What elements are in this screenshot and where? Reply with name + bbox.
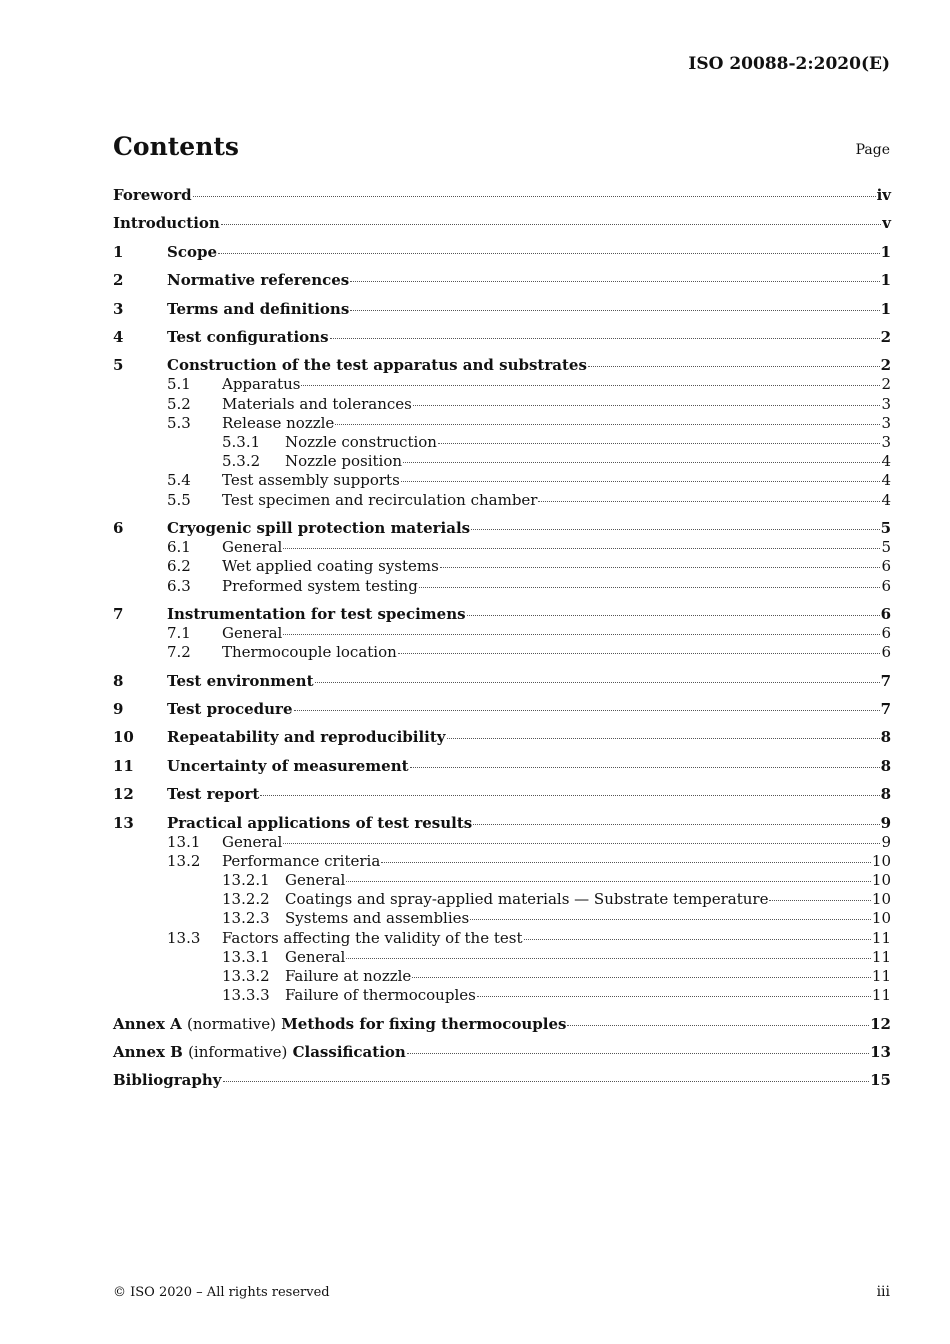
toc-entry-page: 9 <box>880 813 891 832</box>
toc-entry-page: 2 <box>880 356 891 375</box>
toc-entry[interactable] <box>113 491 891 510</box>
toc-entry[interactable] <box>113 375 891 394</box>
toc-entry[interactable] <box>113 948 891 967</box>
page-column-label: Page <box>855 142 890 158</box>
toc-entry-number: 5 <box>113 356 124 375</box>
toc-entry-page: 7 <box>880 671 891 690</box>
toc-entry-page: 6 <box>881 557 891 576</box>
toc-entry-page: 6 <box>881 643 891 662</box>
toc-entry-title: Introduction <box>113 214 220 233</box>
toc-entry-title: Repeatability and reproducibility <box>167 728 446 747</box>
toc-entry[interactable] <box>113 414 891 433</box>
toc-entry[interactable] <box>113 243 891 262</box>
toc-entry-number: 13.2.3 <box>222 909 270 928</box>
toc-entry-title: Scope <box>167 242 218 261</box>
toc-entry-number: 8 <box>113 671 124 690</box>
toc-entry-page: 10 <box>871 890 891 909</box>
dot-leader <box>413 404 881 406</box>
toc-entry-title: General <box>222 624 283 643</box>
toc-entry-number: 12 <box>113 785 134 804</box>
toc-entry-number: 7.1 <box>167 624 191 643</box>
toc-entry[interactable] <box>113 967 891 986</box>
toc-entry-title: Terms and definitions <box>167 299 350 318</box>
toc-entry-page: 11 <box>871 947 891 966</box>
toc-entry-page: 10 <box>871 851 891 870</box>
document-id: ISO 20088-2:2020(E) <box>688 54 890 74</box>
toc-entry[interactable] <box>113 1071 891 1090</box>
toc-entry-title: Coatings and spray-applied materials — Substrate temperature <box>285 890 769 909</box>
dot-leader <box>407 1052 869 1054</box>
toc-entry-number: 7.2 <box>167 643 191 662</box>
dot-leader <box>588 365 880 367</box>
toc-entry-number: 6 <box>113 518 124 537</box>
toc-entry-page: 6 <box>880 604 891 623</box>
annex-title: Methods for fixing thermocouples <box>281 1014 567 1033</box>
toc-entry-number: 13.3.2 <box>222 967 270 985</box>
page-title: Contents <box>113 132 240 161</box>
toc-entry-page: 4 <box>881 490 891 509</box>
toc-entry-title: General <box>285 947 346 966</box>
dot-leader <box>294 709 880 711</box>
toc-entry-page: v <box>882 214 891 233</box>
toc-entry-number: 13.2.1 <box>222 871 270 890</box>
toc-entry-page: 4 <box>881 471 891 490</box>
dot-leader <box>283 633 880 635</box>
toc-entry-number: 7 <box>113 604 124 623</box>
toc-entry[interactable] <box>113 833 891 852</box>
dot-leader <box>381 861 871 863</box>
toc-entry-number: 13.3.3 <box>222 986 270 1005</box>
toc-entry-title: Release nozzle <box>222 413 335 432</box>
dot-leader <box>440 566 881 568</box>
dot-leader <box>567 1024 869 1026</box>
toc-entry[interactable] <box>113 395 891 414</box>
toc-entry-title: Test specimen and recirculation chamber <box>222 490 538 509</box>
toc-entry[interactable] <box>113 909 891 928</box>
toc-entry-page: 11 <box>871 928 891 947</box>
toc-entry-title <box>113 1015 566 1033</box>
annex-label: Annex A <box>113 1014 182 1033</box>
toc-entry[interactable] <box>113 356 891 375</box>
dot-leader <box>438 442 880 444</box>
toc-entry[interactable] <box>113 814 891 833</box>
toc-entry-number: 6.2 <box>167 557 191 576</box>
toc-entry-page: 6 <box>881 576 891 595</box>
toc-entry-page: 8 <box>880 728 891 747</box>
toc-entry-title <box>113 1043 406 1061</box>
toc-entry[interactable] <box>113 214 891 233</box>
toc-entry-title: Bibliography <box>113 1071 222 1090</box>
toc-entry-number: 13.2 <box>167 851 201 870</box>
toc-entry-page: 3 <box>881 394 891 413</box>
toc-entry-title: Test procedure <box>167 700 293 718</box>
dot-leader <box>218 252 880 254</box>
dot-leader <box>223 1080 870 1082</box>
toc-entry-title: Nozzle construction <box>285 433 437 451</box>
toc-entry-page: 12 <box>870 1014 891 1033</box>
toc-entry-title: Wet applied coating systems <box>222 557 439 576</box>
annex-label: Annex B <box>113 1042 183 1061</box>
annex-type: (normative) <box>187 1014 276 1033</box>
dot-leader <box>412 976 871 978</box>
toc-entry-number: 13.2.2 <box>222 890 270 909</box>
toc-entry-title: Factors affecting the validity of the test <box>222 928 523 947</box>
toc-entry-title: Systems and assemblies <box>285 909 470 928</box>
toc-entry-number: 6.3 <box>167 576 191 595</box>
toc-entry-number: 2 <box>113 271 124 290</box>
toc-entry-title: Failure at nozzle <box>285 967 412 985</box>
dot-leader <box>477 995 871 997</box>
toc-entry-number: 13.3 <box>167 928 201 947</box>
toc-entry-page: 11 <box>871 986 891 1005</box>
dot-leader <box>467 614 880 616</box>
toc-entry[interactable] <box>113 700 891 719</box>
toc-entry-page: 8 <box>880 785 891 804</box>
toc-entry-number: 13.3.1 <box>222 947 270 966</box>
toc-entry[interactable] <box>113 605 891 624</box>
annex-title: Classification <box>292 1042 406 1061</box>
toc-entry[interactable] <box>113 986 891 1005</box>
dot-leader <box>410 766 880 768</box>
toc-entry-page: 8 <box>880 756 891 775</box>
dot-leader <box>403 461 880 463</box>
dot-leader <box>335 423 880 425</box>
toc-entry[interactable] <box>113 452 891 471</box>
toc-entry[interactable] <box>113 672 891 691</box>
page-number: iii <box>876 1284 890 1300</box>
dot-leader <box>283 547 880 549</box>
toc-entry-page: iv <box>876 186 891 204</box>
table-of-contents <box>113 186 891 1091</box>
toc-entry-title: Cryogenic spill protection materials <box>167 518 471 537</box>
toc-entry-title: Test assembly supports <box>222 471 400 490</box>
toc-entry-title: Foreword <box>113 186 192 204</box>
toc-entry[interactable] <box>113 328 891 347</box>
toc-entry-title: Thermocouple location <box>222 643 397 662</box>
toc-entry-page: 2 <box>881 375 891 394</box>
dot-leader <box>301 384 880 386</box>
toc-entry-page: 10 <box>871 871 891 890</box>
toc-entry-number: 5.3 <box>167 413 191 432</box>
toc-entry[interactable] <box>113 519 891 538</box>
toc-entry-number: 5.4 <box>167 471 191 490</box>
toc-entry-title: Uncertainty of measurement <box>167 756 409 775</box>
toc-entry[interactable] <box>113 300 891 319</box>
toc-entry-title: Instrumentation for test specimens <box>167 604 466 623</box>
toc-entry-page: 5 <box>880 518 891 537</box>
dot-leader <box>769 899 870 901</box>
toc-entry-number: 5.3.1 <box>222 433 261 451</box>
toc-entry[interactable] <box>113 433 891 452</box>
toc-entry-number: 13 <box>113 813 134 832</box>
toc-entry[interactable] <box>113 1015 891 1034</box>
toc-entry-number: 5.2 <box>167 394 191 413</box>
toc-entry-page: 1 <box>880 242 891 261</box>
dot-leader <box>315 681 880 683</box>
dot-leader <box>471 528 879 530</box>
toc-entry[interactable] <box>113 929 891 948</box>
toc-entry-title: Practical applications of test results <box>167 813 473 832</box>
toc-entry-page: 15 <box>870 1071 891 1090</box>
toc-entry[interactable] <box>113 538 891 557</box>
toc-entry-number: 6.1 <box>167 538 191 557</box>
dot-leader <box>350 280 879 282</box>
toc-entry-title: Test configurations <box>167 327 329 346</box>
toc-entry-title: Construction of the test apparatus and substrates <box>167 356 587 375</box>
toc-entry-title: Nozzle position <box>285 452 403 471</box>
toc-entry-number: 5.1 <box>167 375 191 394</box>
toc-entry-page: 3 <box>881 413 891 432</box>
toc-entry-title: Performance criteria <box>222 851 381 870</box>
toc-entry-title: Failure of thermocouples <box>285 986 476 1005</box>
toc-entry-number: 4 <box>113 327 124 346</box>
dot-leader <box>524 938 871 940</box>
dot-leader <box>470 918 871 920</box>
dot-leader <box>193 195 876 197</box>
toc-entry[interactable] <box>113 1043 891 1062</box>
annex-type: (informative) <box>188 1042 288 1061</box>
dot-leader <box>398 652 881 654</box>
toc-entry[interactable] <box>113 852 891 871</box>
dot-leader <box>346 957 871 959</box>
toc-entry[interactable] <box>113 643 891 662</box>
copyright-notice: © ISO 2020 – All rights reserved <box>113 1285 330 1300</box>
toc-entry-page: 10 <box>871 909 891 928</box>
dot-leader <box>346 880 871 882</box>
toc-entry-title: Test report <box>167 785 260 804</box>
toc-entry[interactable] <box>113 271 891 290</box>
dot-leader <box>473 823 879 825</box>
dot-leader <box>330 337 880 339</box>
toc-entry-page: 4 <box>881 452 891 471</box>
toc-entry-number: 1 <box>113 242 124 261</box>
toc-entry-number: 10 <box>113 728 134 747</box>
dot-leader <box>260 794 879 796</box>
toc-entry[interactable] <box>113 577 891 596</box>
toc-entry-number: 9 <box>113 700 124 718</box>
toc-entry-number: 5.5 <box>167 490 191 509</box>
toc-entry[interactable] <box>113 624 891 643</box>
dot-leader <box>283 842 880 844</box>
toc-entry-page: 1 <box>880 271 891 290</box>
toc-entry-title: Test environment <box>167 671 314 690</box>
dot-leader <box>538 500 880 502</box>
toc-entry-title: General <box>285 871 346 890</box>
toc-entry-page: 5 <box>881 538 891 557</box>
toc-entry-page: 2 <box>880 327 891 346</box>
toc-entry[interactable] <box>113 871 891 890</box>
toc-entry-page: 1 <box>880 299 891 318</box>
dot-leader <box>401 480 881 482</box>
toc-entry[interactable] <box>113 471 891 490</box>
toc-entry-page: 13 <box>870 1042 891 1061</box>
toc-entry-title: General <box>222 538 283 557</box>
toc-entry[interactable] <box>113 728 891 747</box>
dot-leader <box>350 309 879 311</box>
toc-entry-title: Preformed system testing <box>222 576 418 595</box>
toc-entry-title: Normative references <box>167 271 350 290</box>
toc-entry[interactable] <box>113 557 891 576</box>
toc-entry-title: General <box>222 832 283 851</box>
toc-entry-number: 5.3.2 <box>222 452 261 471</box>
toc-entry-title: Apparatus <box>222 375 301 394</box>
toc-entry[interactable] <box>113 890 891 909</box>
toc-entry-title: Materials and tolerances <box>222 394 412 413</box>
toc-entry-number: 13.1 <box>167 832 201 851</box>
toc-entry-number: 3 <box>113 299 124 318</box>
toc-entry-page: 11 <box>871 967 891 985</box>
toc-entry-page: 9 <box>881 832 891 851</box>
dot-leader <box>447 737 880 739</box>
toc-entry-number: 11 <box>113 756 134 775</box>
toc-entry-page: 6 <box>881 624 891 643</box>
dot-leader <box>221 223 881 225</box>
toc-entry[interactable] <box>113 186 891 205</box>
toc-entry[interactable] <box>113 785 891 804</box>
toc-entry-page: 3 <box>881 433 891 451</box>
dot-leader <box>419 586 881 588</box>
toc-entry-page: 7 <box>880 700 891 718</box>
toc-entry[interactable] <box>113 757 891 776</box>
